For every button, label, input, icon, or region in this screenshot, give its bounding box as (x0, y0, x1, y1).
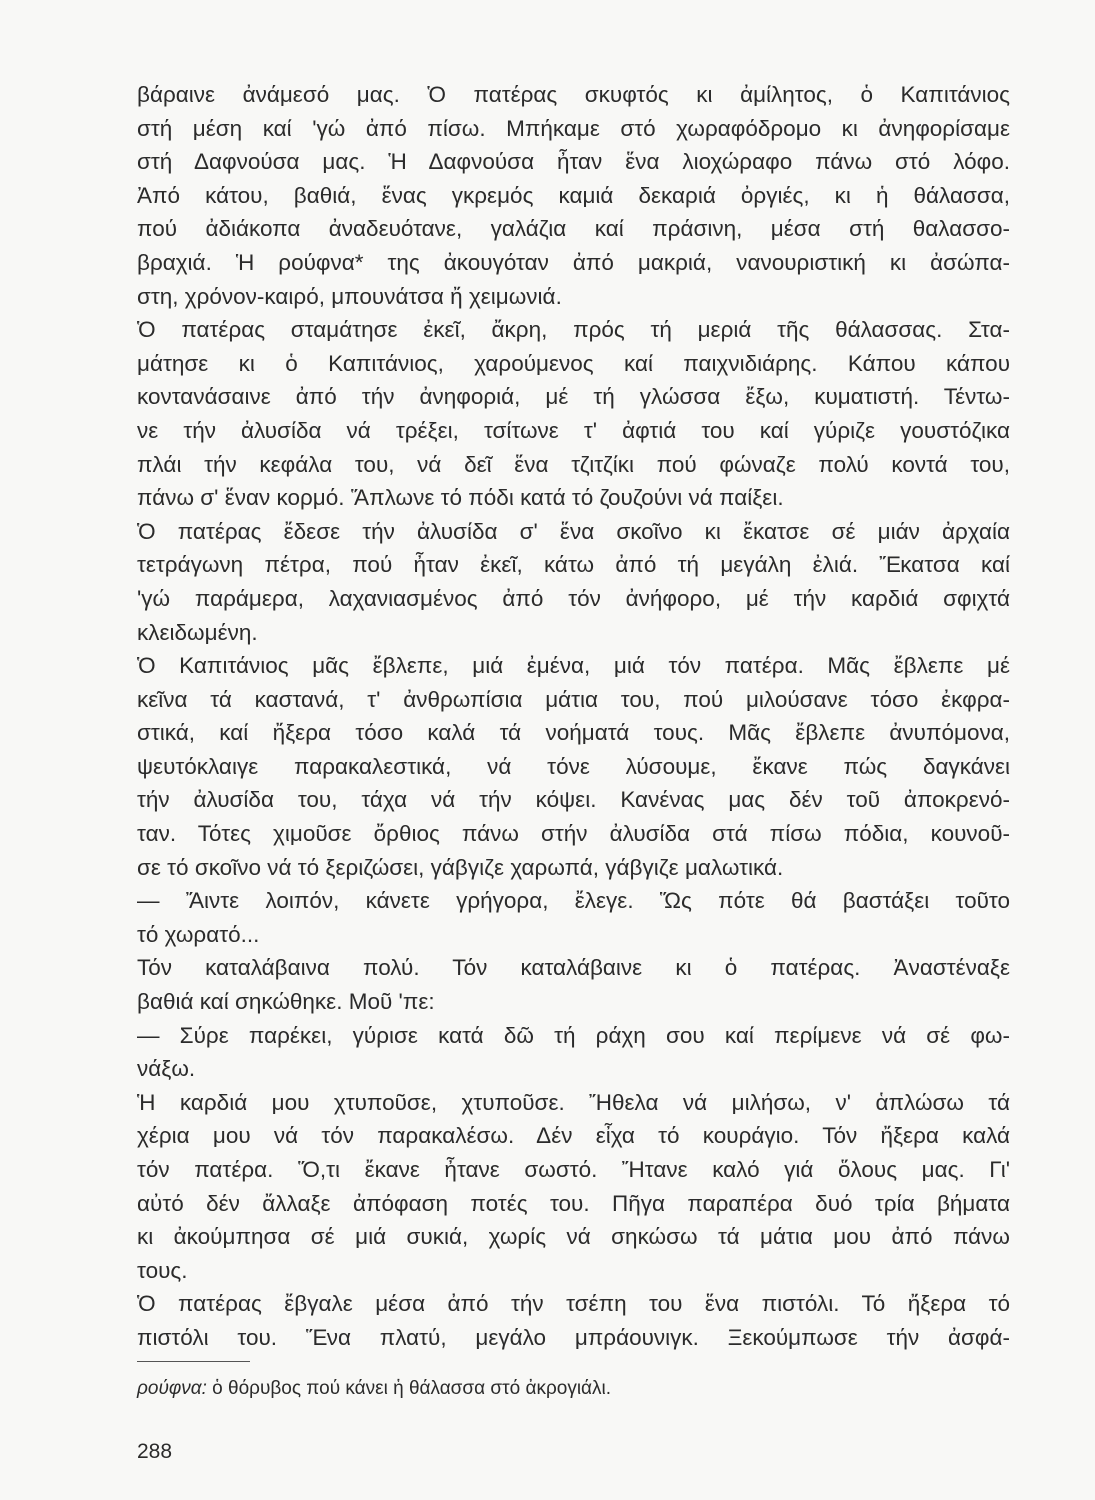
text-line: νε τήν ἀλυσίδα νά τρέξει, τσίτωνε τ' ἀφτιά του καί γύριζε γουστόζικα (137, 417, 1010, 443)
footnote-definition: ὁ θόρυβος πού κάνει ἡ θάλασσα στό ἀκρογιάλι. (206, 1378, 612, 1399)
text-line: κεῖνα τά καστανά, τ' ἀνθρωπίσια μάτια του, πού μιλούσανε τόσο ἐκφρα- (137, 686, 1010, 712)
text-line: πιστόλι του. Ἕνα πλατύ, μεγάλο μπράουνιγκ. Ξεκούμπωσε τήν ἀσφά- (137, 1324, 1010, 1350)
text-line: πλάι τήν κεφάλα του, νά δεῖ ἕνα τζιτζίκι πού φώναζε πολύ κοντά του, (137, 451, 1010, 477)
text-line: ψευτόκλαιγε παρακαλεστικά, νά τόνε λύσουμε, ἔκανε πώς δαγκάνει (137, 753, 1010, 779)
text-line: Ἡ καρδιά μου χτυποῦσε, χτυποῦσε. Ἤθελα νά μιλήσω, ν' ἁπλώσω τά (137, 1089, 1010, 1115)
text-line: τετράγωνη πέτρα, πού ἦταν ἐκεῖ, κάτω ἀπό τή μεγάλη ἐλιά. Ἔκατσα καί (137, 552, 1010, 578)
text-line: στη, χρόνον-καιρό, μπουνάτσα ἤ χειμωνιά. (137, 283, 562, 309)
text-line: Ὁ πατέρας ἔδεσε τήν ἀλυσίδα σ' ἕνα σκοῖνο κι ἔκατσε σέ μιάν ἀρχαία (137, 518, 1010, 544)
text-line: — Ἄιντε λοιπόν, κάνετε γρήγορα, ἔλεγε. Ὥς πότε θά βαστάξει τοῦτο (137, 888, 1010, 914)
text-line: πού ἀδιάκοπα ἀναδευότανε, γαλάζια καί πράσινη, μέσα στή θαλασσο- (137, 216, 1010, 242)
text-line: βραχιά. Ἡ ρούφνα* της ἀκουγόταν ἀπό μακριά, νανουριστική κι ἀσώπα- (137, 249, 1010, 275)
text-line: σε τό σκοῖνο νά τό ξεριζώσει, γάβγιζε χαρωπά, γάβγιζε μαλωτικά. (137, 854, 784, 880)
text-line: τόν πατέρα. Ὅ,τι ἔκανε ἦτανε σωστό. Ἤτανε καλό γιά ὅλους μας. Γι' (137, 1157, 1010, 1182)
text-line: 'γώ παράμερα, λαχανιασμένος ἀπό τόν ἀνήφορο, μέ τήν καρδιά σφιχτά (137, 585, 1010, 611)
text-line: Ὁ Καπιτάνιος μᾶς ἔβλεπε, μιά ἐμένα, μιά τόν πατέρα. Μᾶς ἔβλεπε μέ (137, 653, 1010, 679)
text-line: Ἀπό κάτου, βαθιά, ἕνας γκρεμός καμιά δεκαριά ὀργιές, κι ἡ θάλασσα, (137, 182, 1010, 208)
text-line: μάτησε κι ὁ Καπιτάνιος, χαρούμενος καί παιχνιδιάρης. Κάπου κάπου (137, 350, 1010, 376)
body-text (137, 78, 1010, 1355)
text-line: νάξω. (137, 1056, 196, 1082)
footnote-divider (137, 1361, 250, 1362)
text-line: — Σύρε παρέκει, γύρισε κατά δῶ τή ράχη σου καί περίμενε νά σέ φω- (137, 1022, 1010, 1048)
text-line: Τόν καταλάβαινα πολύ. Τόν καταλάβαινε κι ὁ πατέρας. Ἀναστέναξε (137, 955, 1010, 981)
footnote-term: ρούφνα: (137, 1378, 207, 1399)
text-line: πάνω σ' ἕναν κορμό. Ἅπλωνε τό πόδι κατά τό ζουζούνι νά παίξει. (137, 485, 784, 511)
footnote (137, 1378, 611, 1400)
text-line: τους. (137, 1257, 188, 1283)
text-line: ταν. Τότες χιμοῦσε ὄρθιος πάνω στήν ἀλυσίδα στά πίσω πόδια, κουνοῦ- (137, 821, 1010, 847)
text-line: κι ἀκούμπησα σέ μιά συκιά, χωρίς νά σηκώσω τά μάτια μου ἀπό πάνω (137, 1224, 1010, 1250)
text-line: στικά, καί ἤξερα τόσο καλά τά νοήματά τους. Μᾶς ἔβλεπε ἀνυπόμονα, (137, 720, 1010, 746)
text-line: κλειδωμένη. (137, 619, 258, 645)
text-line: βάραινε ἀνάμεσό μας. Ὁ πατέρας σκυφτός κι ἀμίλητος, ὁ Καπιτάνιος (137, 82, 1010, 107)
text-line: τό χωρατό... (137, 921, 260, 947)
text-line: στή μέση καί 'γώ ἀπό πίσω. Μπήκαμε στό χωραφόδρομο κι ἀνηφορίσαμε (137, 115, 1010, 141)
text-line: χέρια μου νά τόν παρακαλέσω. Δέν εἶχα τό κουράγιο. Τόν ἤξερα καλά (137, 1123, 1010, 1149)
text-line: Ὁ πατέρας ἔβγαλε μέσα ἀπό τήν τσέπη του ἕνα πιστόλι. Τό ἤξερα τό (137, 1291, 1010, 1317)
text-line: βαθιά καί σηκώθηκε. Μοῦ 'πε: (137, 989, 435, 1015)
text-line: τήν ἀλυσίδα του, τάχα νά τήν κόψει. Κανένας μας δέν τοῦ ἀποκρενό- (137, 787, 1010, 813)
text-line: στή Δαφνούσα μας. Ἡ Δαφνούσα ἦταν ἕνα λιοχώραφο πάνω στό λόφο. (137, 149, 1010, 175)
page-number: 288 (137, 1440, 173, 1463)
text-line: Ὁ πατέρας σταμάτησε ἐκεῖ, ἄκρη, πρός τή μεριά τῆς θάλασσας. Στα- (137, 317, 1010, 343)
text-line: κοντανάσαινε ἀπό τήν ἀνηφοριά, μέ τή γλώσσα ἔξω, κυματιστή. Τέντω- (137, 384, 1010, 410)
text-line: αὐτό δέν ἄλλαξε ἀπόφαση ποτές του. Πῆγα παραπέρα δυό τρία βήματα (137, 1190, 1010, 1216)
